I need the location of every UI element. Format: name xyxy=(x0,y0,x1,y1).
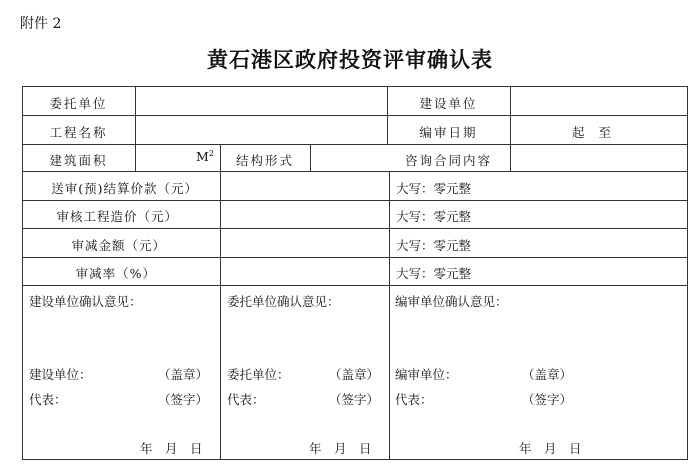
form-title: 黄石港区政府投资评审确认表 xyxy=(207,47,493,72)
opinion-title-entrusting: 委托单位确认意见： xyxy=(227,294,340,309)
seal-entrusting: （盖章） xyxy=(329,367,380,382)
label-building-area: 建筑面积 xyxy=(49,153,108,168)
col-divider xyxy=(389,171,390,460)
table-border-right xyxy=(687,86,688,460)
daxie-submitted-price: 大写：零元整 xyxy=(396,181,472,196)
label-project-name: 工程名称 xyxy=(49,125,108,140)
label-review-date: 编审日期 xyxy=(419,125,478,140)
opinion-rep-entrusting: 代表： xyxy=(227,392,265,407)
label-reduction-amount: 审减金额（元） xyxy=(71,238,166,253)
row-divider xyxy=(22,115,688,116)
opinion-title-review: 编审单位确认意见： xyxy=(395,294,508,309)
label-structure-type: 结构形式 xyxy=(235,153,294,168)
label-audited-cost: 审核工程造价（元） xyxy=(56,209,178,224)
seal-construction: （盖章） xyxy=(158,367,209,382)
attachment-label: 附件 2 xyxy=(20,16,62,32)
table-border-left xyxy=(22,86,23,460)
row-divider xyxy=(22,285,688,286)
label-construction-unit: 建设单位 xyxy=(419,96,478,111)
table-border-top xyxy=(22,86,688,87)
label-submitted-price: 送审(预)结算价款（元） xyxy=(51,181,198,196)
opinion-rep-review: 代表： xyxy=(395,392,433,407)
row-divider xyxy=(22,171,688,172)
date-review: 年 月 日 xyxy=(519,441,582,456)
row-divider xyxy=(22,228,688,229)
date-construction: 年 月 日 xyxy=(140,441,203,456)
confirmation-table xyxy=(22,86,688,460)
label-reduction-rate: 审减率（%） xyxy=(75,266,156,281)
date-range-text: 起至 xyxy=(571,125,625,140)
col-divider xyxy=(310,144,311,172)
opinion-title-construction: 建设单位确认意见： xyxy=(29,294,142,309)
sign-construction: （签字） xyxy=(158,392,209,407)
col-divider xyxy=(135,86,136,172)
opinion-rep-construction: 代表： xyxy=(29,392,67,407)
label-contract-content: 咨询合同内容 xyxy=(404,153,492,168)
row-divider xyxy=(22,144,688,145)
row-divider xyxy=(22,200,688,201)
opinion-unit-construction: 建设单位： xyxy=(29,367,92,382)
daxie-audited-cost: 大写：零元整 xyxy=(396,209,472,224)
daxie-reduction-rate: 大写：零元整 xyxy=(396,266,472,281)
daxie-reduction-amount: 大写：零元整 xyxy=(396,238,472,253)
sign-review: （签字） xyxy=(522,392,573,407)
row-divider xyxy=(22,257,688,258)
opinion-unit-review: 编审单位： xyxy=(395,367,458,382)
col-divider xyxy=(220,171,221,460)
opinion-unit-entrusting: 委托单位： xyxy=(227,367,290,382)
date-entrusting: 年 月 日 xyxy=(309,441,372,456)
sign-entrusting: （签字） xyxy=(329,392,380,407)
seal-review: （盖章） xyxy=(522,367,573,382)
area-unit: $M^2$ xyxy=(196,149,214,165)
table-border-bottom xyxy=(22,459,688,460)
label-entrusting-unit: 委托单位 xyxy=(49,96,108,111)
